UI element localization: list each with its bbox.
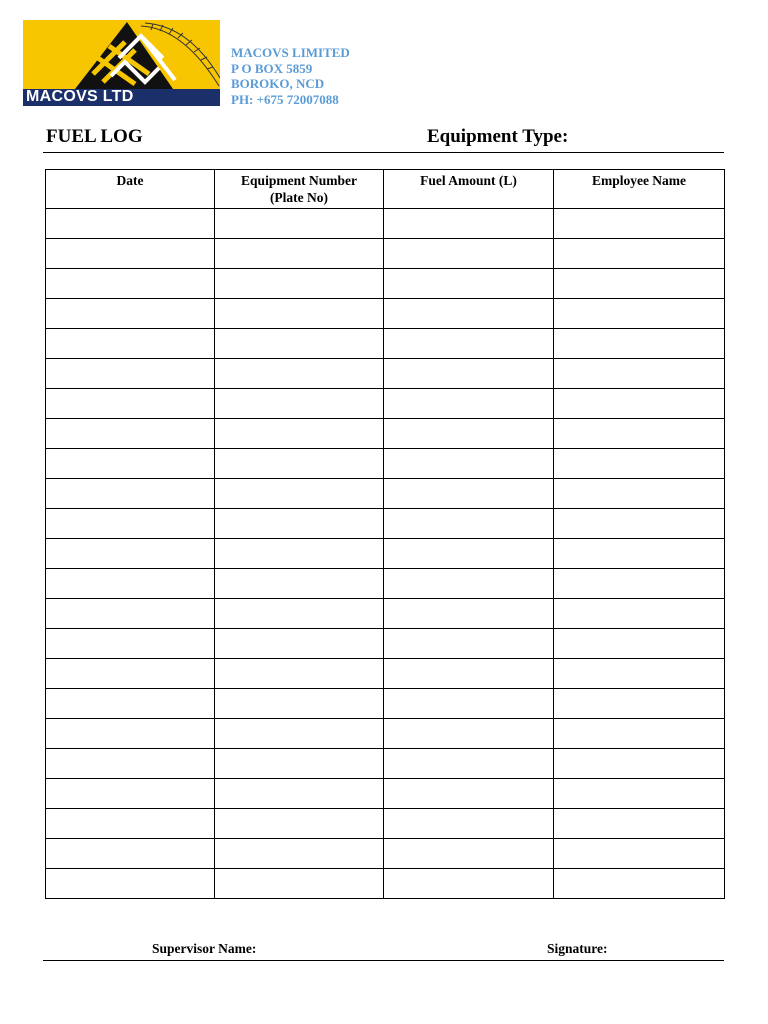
fuel-amount-cell[interactable] <box>384 599 554 629</box>
fuel-amount-cell[interactable] <box>384 809 554 839</box>
employee-name-cell[interactable] <box>554 599 725 629</box>
date-cell[interactable] <box>46 449 215 479</box>
table-row <box>46 239 725 269</box>
column-header-fuel-amount <box>384 170 554 209</box>
company-phone: PH: +675 72007088 <box>231 91 339 107</box>
employee-name-cell[interactable] <box>554 719 725 749</box>
company-name: MACOVS LIMITED <box>231 45 350 60</box>
equipment-number-cell[interactable] <box>215 419 384 449</box>
fuel-amount-cell[interactable] <box>384 569 554 599</box>
employee-name-cell[interactable] <box>554 359 725 389</box>
date-cell[interactable] <box>46 689 215 719</box>
column-header-label: Date <box>116 173 144 188</box>
table-row <box>46 599 725 629</box>
fuel-amount-cell[interactable] <box>384 239 554 269</box>
date-cell[interactable] <box>46 809 215 839</box>
equipment-number-cell[interactable] <box>215 749 384 779</box>
equipment-number-cell[interactable] <box>215 389 384 419</box>
employee-name-cell[interactable] <box>554 779 725 809</box>
fuel-amount-cell[interactable] <box>384 839 554 869</box>
equipment-number-cell[interactable] <box>215 539 384 569</box>
fuel-amount-cell[interactable] <box>384 389 554 419</box>
column-header-date <box>46 170 215 209</box>
date-cell[interactable] <box>46 359 215 389</box>
date-cell[interactable] <box>46 869 215 899</box>
date-cell[interactable] <box>46 239 215 269</box>
date-cell[interactable] <box>46 779 215 809</box>
equipment-number-cell[interactable] <box>215 209 384 239</box>
equipment-number-cell[interactable] <box>215 839 384 869</box>
fuel-amount-cell[interactable] <box>384 719 554 749</box>
company-location: BOROKO, NCD <box>231 76 325 91</box>
date-cell[interactable] <box>46 719 215 749</box>
table-row <box>46 779 725 809</box>
date-cell[interactable] <box>46 599 215 629</box>
equipment-number-cell[interactable] <box>215 869 384 899</box>
date-cell[interactable] <box>46 629 215 659</box>
date-cell[interactable] <box>46 839 215 869</box>
employee-name-cell[interactable] <box>554 839 725 869</box>
signature-label: Signature: <box>547 941 608 956</box>
equipment-number-cell[interactable] <box>215 479 384 509</box>
table-row <box>46 269 725 299</box>
fuel-amount-cell[interactable] <box>384 449 554 479</box>
table-row <box>46 869 725 899</box>
fuel-amount-cell[interactable] <box>384 269 554 299</box>
column-header-equipment-number <box>215 170 384 209</box>
equipment-number-cell[interactable] <box>215 779 384 809</box>
company-address <box>231 45 350 107</box>
table-row <box>46 419 725 449</box>
equipment-number-cell[interactable] <box>215 329 384 359</box>
fuel-amount-cell[interactable] <box>384 359 554 389</box>
table-row <box>46 569 725 599</box>
fuel-amount-cell[interactable] <box>384 329 554 359</box>
table-body <box>46 209 725 899</box>
company-po-box: P O BOX 5859 <box>231 60 313 76</box>
date-cell[interactable] <box>46 539 215 569</box>
employee-name-cell[interactable] <box>554 809 725 839</box>
page-title: FUEL LOG <box>46 126 143 147</box>
equipment-number-cell[interactable] <box>215 509 384 539</box>
equipment-number-cell[interactable] <box>215 659 384 689</box>
date-cell[interactable] <box>46 209 215 239</box>
date-cell[interactable] <box>46 389 215 419</box>
employee-name-cell[interactable] <box>554 629 725 659</box>
equipment-type-label: Equipment Type: <box>427 126 569 147</box>
equipment-number-cell[interactable] <box>215 719 384 749</box>
column-header-sublabel: (Plate No) <box>269 190 329 205</box>
fuel-amount-cell[interactable] <box>384 419 554 449</box>
date-cell[interactable] <box>46 569 215 599</box>
equipment-number-cell[interactable] <box>215 569 384 599</box>
equipment-number-cell[interactable] <box>215 299 384 329</box>
supervisor-name-label: Supervisor Name: <box>152 941 257 956</box>
employee-name-cell[interactable] <box>554 569 725 599</box>
equipment-number-cell[interactable] <box>215 359 384 389</box>
title-divider <box>43 152 724 153</box>
fuel-amount-cell[interactable] <box>384 689 554 719</box>
employee-name-cell[interactable] <box>554 869 725 899</box>
fuel-log-table <box>45 169 725 899</box>
employee-name-cell[interactable] <box>554 539 725 569</box>
table-row <box>46 659 725 689</box>
date-cell[interactable] <box>46 749 215 779</box>
employee-name-cell[interactable] <box>554 329 725 359</box>
employee-name-cell[interactable] <box>554 419 725 449</box>
employee-name-cell[interactable] <box>554 239 725 269</box>
employee-name-cell[interactable] <box>554 449 725 479</box>
table-row <box>46 479 725 509</box>
employee-name-cell[interactable] <box>554 689 725 719</box>
column-header-employee-name <box>554 170 725 209</box>
employee-name-cell[interactable] <box>554 749 725 779</box>
employee-name-cell[interactable] <box>554 209 725 239</box>
date-cell[interactable] <box>46 479 215 509</box>
employee-name-cell[interactable] <box>554 509 725 539</box>
column-header-label: Fuel Amount (L) <box>420 173 517 188</box>
table-row <box>46 299 725 329</box>
fuel-amount-cell[interactable] <box>384 209 554 239</box>
employee-name-cell[interactable] <box>554 299 725 329</box>
table-row <box>46 509 725 539</box>
fuel-amount-cell[interactable] <box>384 779 554 809</box>
employee-name-cell[interactable] <box>554 479 725 509</box>
logo-text: MACOVS LTD <box>26 88 134 105</box>
table-row <box>46 209 725 239</box>
fuel-amount-cell[interactable] <box>384 509 554 539</box>
employee-name-cell[interactable] <box>554 659 725 689</box>
equipment-number-cell[interactable] <box>215 599 384 629</box>
equipment-number-cell[interactable] <box>215 689 384 719</box>
table-row <box>46 329 725 359</box>
column-header-label: Employee Name <box>591 173 687 188</box>
fuel-amount-cell[interactable] <box>384 869 554 899</box>
table-row <box>46 539 725 569</box>
date-cell[interactable] <box>46 659 215 689</box>
equipment-number-cell[interactable] <box>215 449 384 479</box>
table-row <box>46 749 725 779</box>
column-header-label: Equipment Number <box>241 173 357 188</box>
table-row <box>46 839 725 869</box>
date-cell[interactable] <box>46 509 215 539</box>
fuel-amount-cell[interactable] <box>384 299 554 329</box>
table-row <box>46 389 725 419</box>
employee-name-cell[interactable] <box>554 389 725 419</box>
company-logo <box>23 20 220 106</box>
table-row <box>46 719 725 749</box>
equipment-number-cell[interactable] <box>215 629 384 659</box>
date-cell[interactable] <box>46 299 215 329</box>
table-row <box>46 449 725 479</box>
date-cell[interactable] <box>46 269 215 299</box>
fuel-amount-cell[interactable] <box>384 749 554 779</box>
equipment-number-cell[interactable] <box>215 239 384 269</box>
table-row <box>46 809 725 839</box>
fuel-amount-cell[interactable] <box>384 629 554 659</box>
employee-name-cell[interactable] <box>554 269 725 299</box>
fuel-amount-cell[interactable] <box>384 659 554 689</box>
table-header-row <box>46 170 725 209</box>
table-row <box>46 689 725 719</box>
fuel-amount-cell[interactable] <box>384 479 554 509</box>
table-row <box>46 629 725 659</box>
date-cell[interactable] <box>46 329 215 359</box>
date-cell[interactable] <box>46 419 215 449</box>
fuel-amount-cell[interactable] <box>384 539 554 569</box>
footer-divider <box>43 960 724 961</box>
equipment-number-cell[interactable] <box>215 269 384 299</box>
equipment-number-cell[interactable] <box>215 809 384 839</box>
table-row <box>46 359 725 389</box>
